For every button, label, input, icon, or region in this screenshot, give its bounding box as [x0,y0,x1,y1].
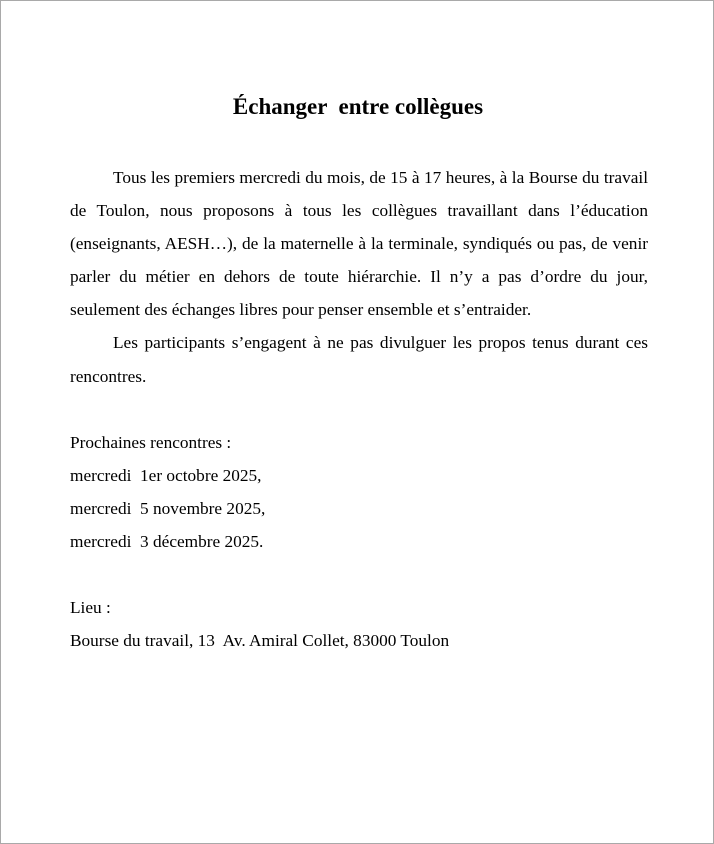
document-title: Échanger entre collègues [232,94,484,119]
meeting-date: mercredi 5 novembre 2025, [70,498,266,518]
meeting-date: mercredi 1er octobre 2025, [70,465,262,485]
location-heading: Lieu : [70,598,111,618]
document-body [70,161,648,657]
meeting-date: mercredi 3 décembre 2025. [70,532,264,552]
intro-paragraph: Tous les premiers mercredi du mois, de 15 à 17 heures, à la Bourse du travail de Toulon, nous proposons à tous les collègues travaillant dans l’éducation (enseignants, AESH…), de la maternelle à la terminale, syndiqués ou pas, de venir parler du métier en dehors de toute hiérarchie. Il n’y a pas d’ordre du jour, seulement des échanges libres pour penser ensemble et s’entraider. [70,168,648,320]
meetings-section [70,426,648,558]
spacer [70,393,648,426]
confidentiality-paragraph: Les participants s’engagent à ne pas divulguer les propos tenus durant ces rencontres. [70,333,648,386]
meetings-heading: Prochaines rencontres : [70,432,232,452]
location-address: Bourse du travail, 13 Av. Amiral Collet, 83000 Toulon [70,631,450,651]
location-section [70,591,648,657]
spacer [70,558,648,591]
